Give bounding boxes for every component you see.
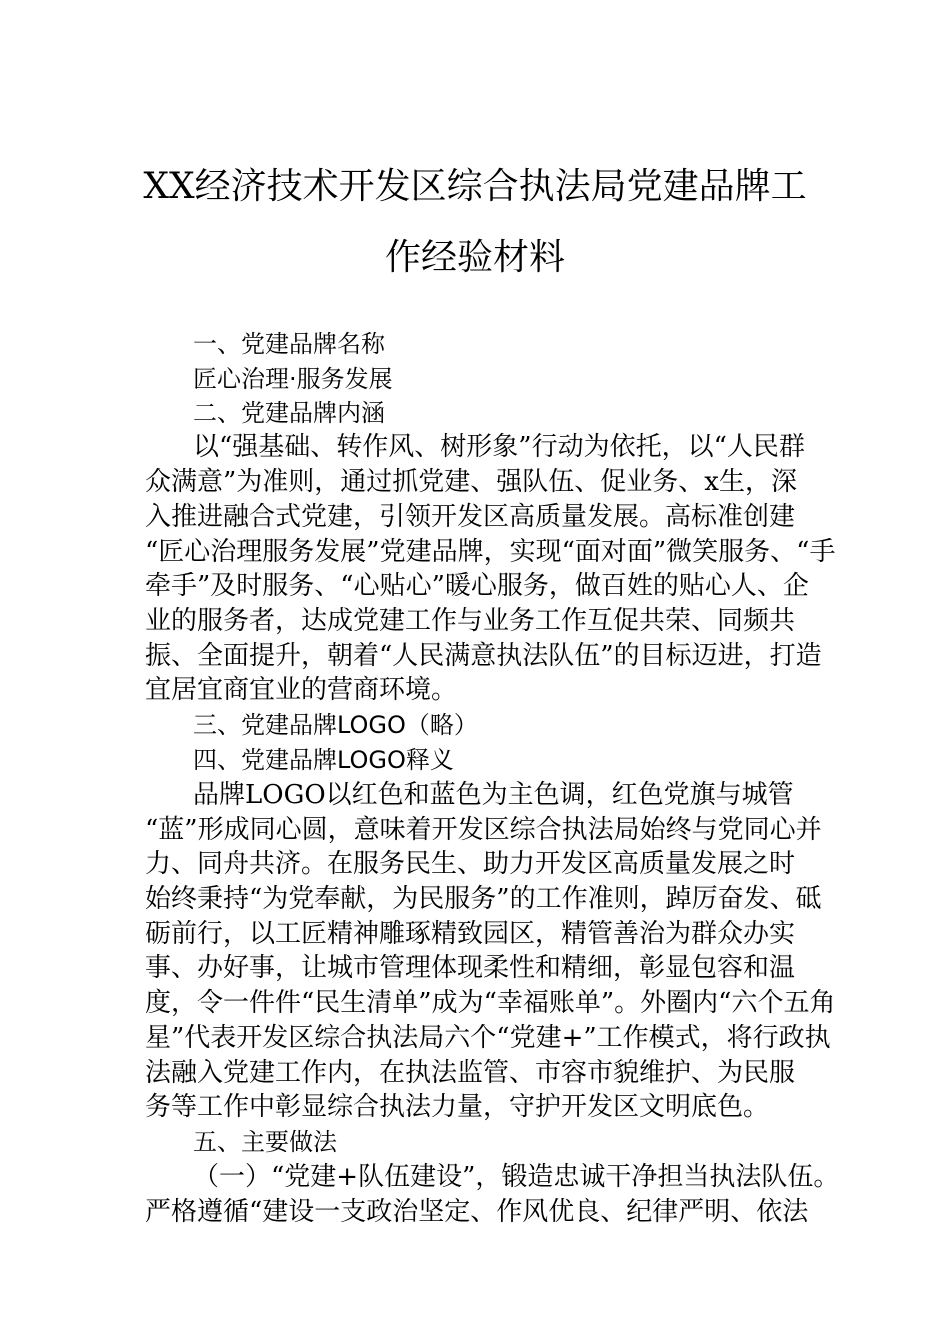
paragraph-line: 入推进融合式党建，引领开发区高质量发展。高标准创建 [145, 502, 796, 532]
paragraph-line: 力、同舟共济。在服务民生、助力开发区高质量发展之时 [145, 849, 796, 879]
paragraph-line: 以“强基础、转作风、树形象”行动为依托，以“人民群 [193, 432, 805, 462]
paragraph-line: “匠心治理服务发展”党建品牌，实现“面对面”微笑服务、“手 [145, 537, 836, 567]
paragraph-line: 务等工作中彰显综合执法力量，守护开发区文明底色。 [145, 1092, 770, 1122]
section-1-heading: 一、党建品牌名称 [193, 330, 385, 358]
paragraph-line: 众满意”为准则，通过抓党建、强队伍、促业务、x生，深 [145, 467, 797, 497]
paragraph-line: “蓝”形成同心圆，意味着开发区综合执法局始终与党同心并 [145, 815, 822, 845]
paragraph-line: 始终秉持“为党奉献，为民服务”的工作准则，踔厉奋发、砥 [145, 884, 822, 914]
paragraph-line: （一）“党建+队伍建设”，锻造忠诚干净担当执法队伍。 [193, 1162, 840, 1192]
paragraph-line: 严格遵循“建设一支政治坚定、作风优良、纪律严明、依法 [145, 1197, 809, 1227]
document-title-line-1: XX经济技术开发区综合执法局党建品牌工 [143, 166, 807, 207]
paragraph-line: 牵手”及时服务、“心贴心”暖心服务，做百姓的贴心人、企 [145, 571, 809, 601]
paragraph-line: 品牌LOGO以红色和蓝色为主色调，红色党旗与城管 [193, 780, 794, 810]
brand-name-text: 匠心治理·服务发展 [193, 365, 393, 393]
paragraph-line: 业的服务者，达成党建工作与业务工作互促共荣、同频共 [145, 606, 796, 636]
section-2-heading: 二、党建品牌内涵 [193, 399, 385, 427]
section-3-heading: 三、党建品牌LOGO（略） [193, 711, 478, 739]
section-4-heading: 四、党建品牌LOGO释义 [193, 746, 454, 774]
paragraph-line: 砺前行，以工匠精神雕琢精致园区，精管善治为群众办实 [145, 919, 796, 949]
paragraph-line: 宜居宜商宜业的营商环境。 [145, 675, 458, 705]
paragraph-line: 事、办好事，让城市管理体现柔性和精细，彰显包容和温 [145, 953, 796, 983]
section-5-heading: 五、主要做法 [193, 1128, 337, 1156]
paragraph-line: 振、全面提升，朝着“人民满意执法队伍”的目标迈进，打造 [145, 641, 822, 671]
paragraph-line: 星”代表开发区综合执法局六个“党建+”工作模式，将行政执 [145, 1023, 831, 1053]
paragraph-line: 度，令一件件“民生清单”成为“幸福账单”。外圈内“六个五角 [145, 988, 836, 1018]
paragraph-line: 法融入党建工作内，在执法监管、市容市貌维护、为民服 [145, 1058, 796, 1088]
document-title-line-2: 作经验材料 [384, 237, 565, 278]
